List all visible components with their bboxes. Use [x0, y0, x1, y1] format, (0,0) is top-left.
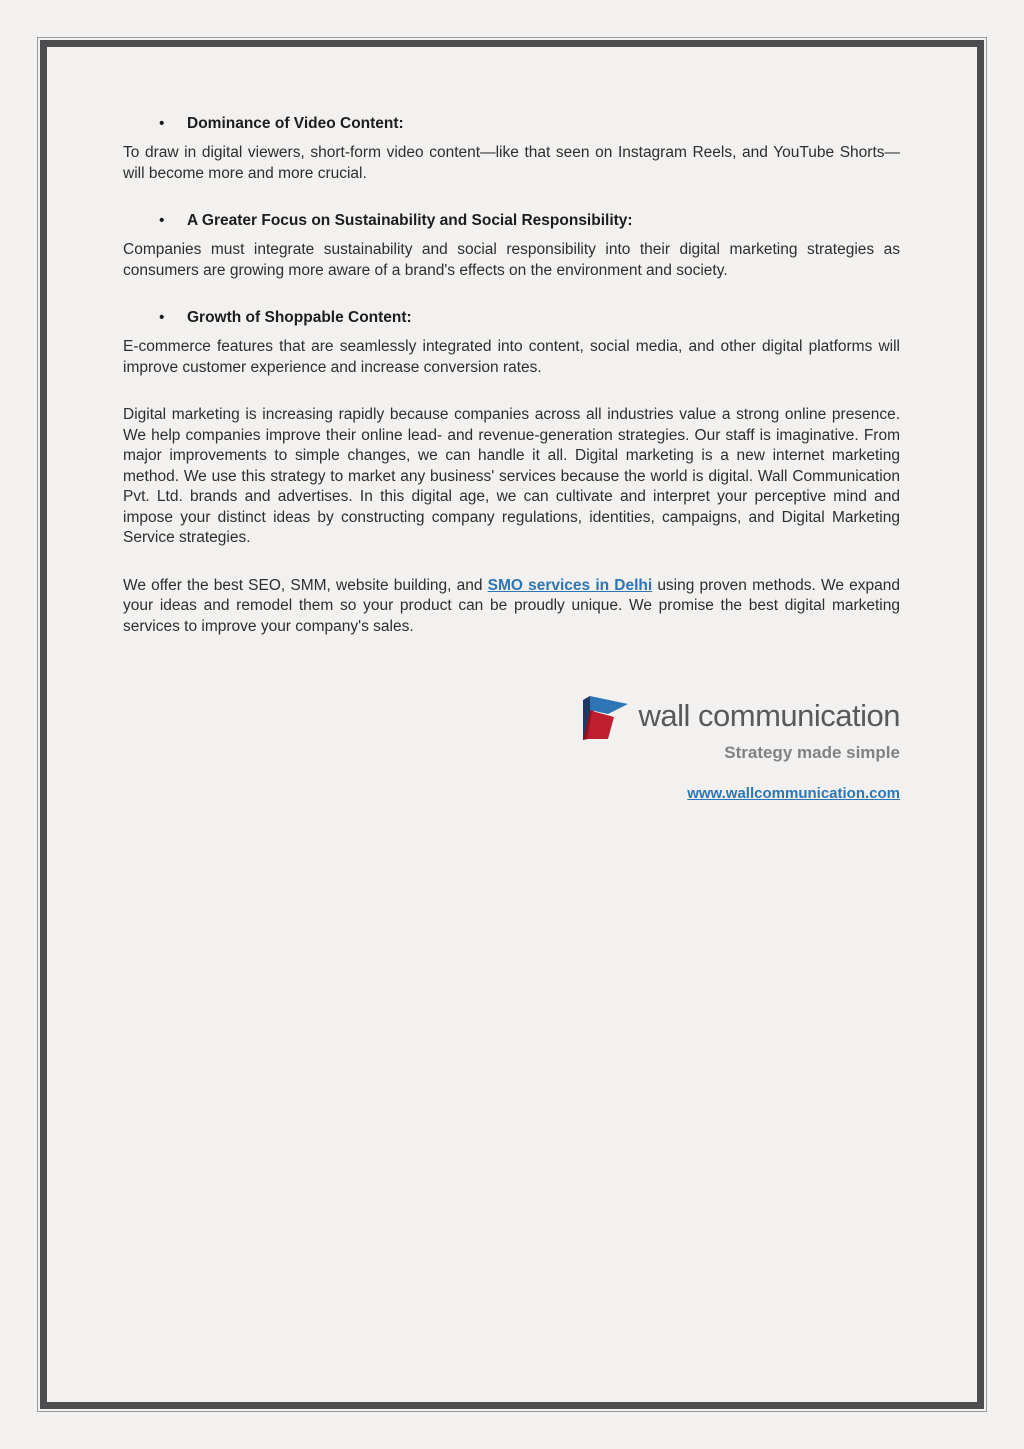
section-heading — [123, 308, 900, 328]
section-heading-text: Growth of Shoppable Content: — [187, 309, 412, 326]
logo-tagline: Strategy made simple — [724, 743, 900, 762]
bullet-section-video-content — [123, 114, 900, 184]
section-heading-text: A Greater Focus on Sustainability and Social Responsibility: — [187, 212, 633, 229]
bullet-section-sustainability — [123, 211, 900, 281]
paragraph-services — [123, 576, 900, 638]
paragraph-services-before: We offer the best SEO, SMM, website building, and — [123, 576, 488, 594]
logo-row — [579, 691, 901, 741]
section-heading — [123, 114, 900, 134]
bullet-section-shoppable-content — [123, 308, 900, 378]
section-body: E-commerce features that are seamlessly integrated into content, social media, and other digital platforms will improve customer experience and increase conversion rates. — [123, 338, 900, 376]
company-website-link[interactable]: www.wallcommunication.com — [687, 785, 900, 802]
section-heading — [123, 211, 900, 231]
paragraph-services-after: using proven methods. We expand your ideas and remodel them so your product can be proudly unique. We promise the best digital marketing services to improve your company's sales. — [123, 576, 900, 635]
bullet-icon: • — [159, 212, 165, 229]
bullet-icon: • — [159, 115, 165, 132]
bullet-icon: • — [159, 309, 165, 326]
section-body: Companies must integrate sustainability and social responsibility into their digital marketing strategies as consumers are growing more aware of a brand's effects on the environment and society. — [123, 241, 900, 279]
section-body: To draw in digital viewers, short-form video content—like that seen on Instagram Reels, and YouTube Shorts—will become more and more crucial. — [123, 144, 900, 182]
smo-services-link[interactable]: SMO services in Delhi — [487, 576, 653, 594]
company-logo-block — [123, 691, 900, 802]
logo-company-name: wall communication — [638, 698, 900, 733]
section-heading-text: Dominance of Video Content: — [187, 115, 404, 132]
paragraph-digital-marketing: Digital marketing is increasing rapidly because companies across all industries value a strong online presence. We help companies improve their online lead- and revenue-generation strategies. Our staff is imaginative. From major improvements to simple changes, we can handle it all. Digital marketing is a new internet marketing method. We use this strategy to market any business' services because the world is digital. Wall Communication Pvt. Ltd. brands and advertises. In this digital age, we can cultivate and interpret your perceptive mind and impose your distinct ideas by constructing company regulations, identities, campaigns, and Digital Marketing Service strategies. — [123, 406, 900, 546]
wall-communication-logo-icon — [579, 691, 631, 741]
document-content — [123, 114, 900, 802]
